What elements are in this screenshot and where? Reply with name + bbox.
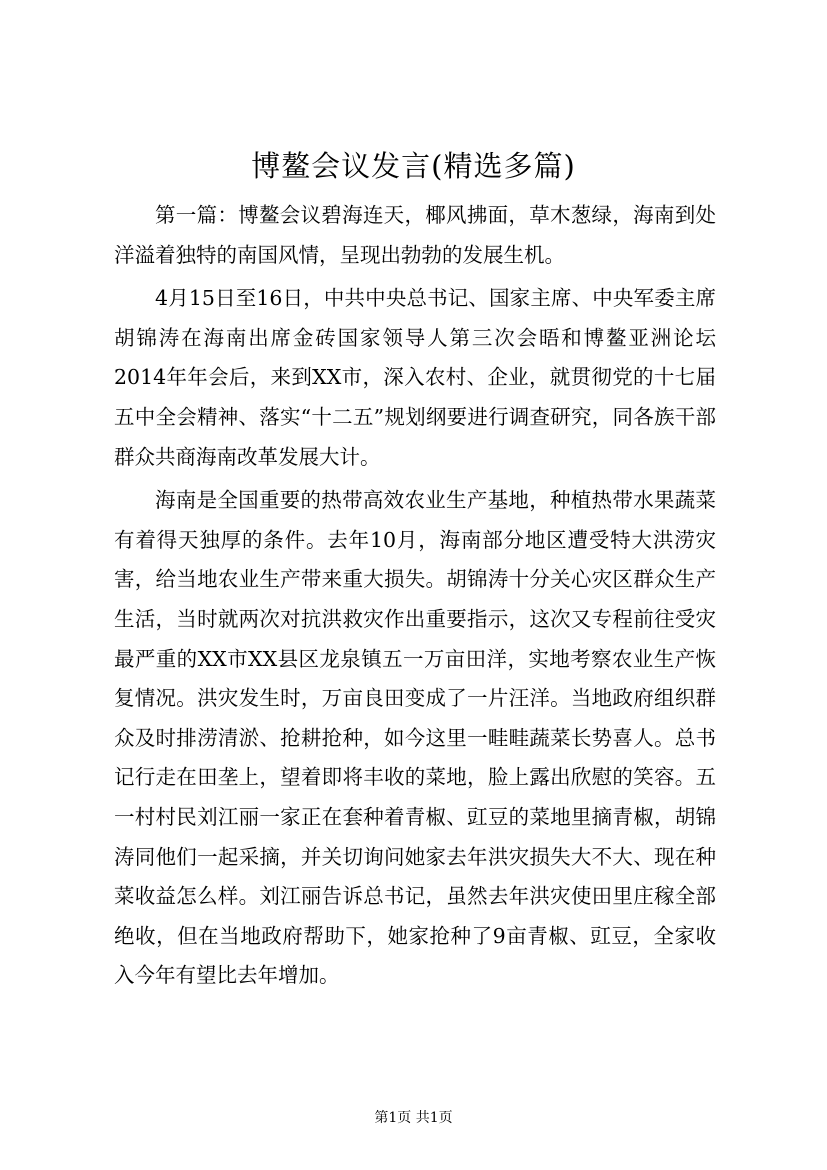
paragraph-intro: 第一篇：博鳌会议碧海连天，椰风拂面，草木葱绿，海南到处洋溢着独特的南国风情，呈现出勃勃的发展生机。 (114, 203, 716, 267)
paragraph-agriculture: 海南是全国重要的热带高效农业生产基地，种植热带水果蔬菜有着得天独厚的条件。去年10月，海南部分地区遭受特大洪涝灾害，给当地农业生产带来重大损失。胡锦涛十分关心灾区群众生产生活，当时就两次对抗洪救灾作出重要指示，这次又专程前往受灾最严重的XX市XX县区龙泉镇五一万亩田洋，实地考察农业生产恢复情况。洪灾发生时，万亩良田变成了一片汪洋。当地政府组织群众及时排涝清淤、抢耕抢种，如今这里一畦畦蔬菜长势喜人。总书记行走在田垄上，望着即将丰收的菜地，脸上露出欣慰的笑容。五一村村民刘江丽一家正在套种着青椒、豇豆的菜地里摘青椒，胡锦涛同他们一起采摘，并关切询问她家去年洪灾损失大不大、现在种菜收益怎么样。刘江丽告诉总书记，虽然去年洪灾使田里庄稼全部绝收，但在当地政府帮助下，她家抢种了9亩青椒、豇豆，全家收入今年有望比去年增加。 (114, 488, 716, 988)
document-body (114, 196, 716, 996)
paragraph-visit: 4月15日至16日，中共中央总书记、国家主席、中央军委主席胡锦涛在海南出席金砖国家领导人第三次会晤和博鳌亚洲论坛2014年年会后，来到XX市，深入农村、企业，就贯彻党的十七届五中全会精神、落实“十二五”规划纲要进行调查研究，同各族干部群众共商海南改革发展大计。 (114, 286, 716, 469)
document-title: 博鳌会议发言(精选多篇) (251, 149, 576, 183)
page-footer: 第1页 共1页 (374, 1110, 453, 1126)
